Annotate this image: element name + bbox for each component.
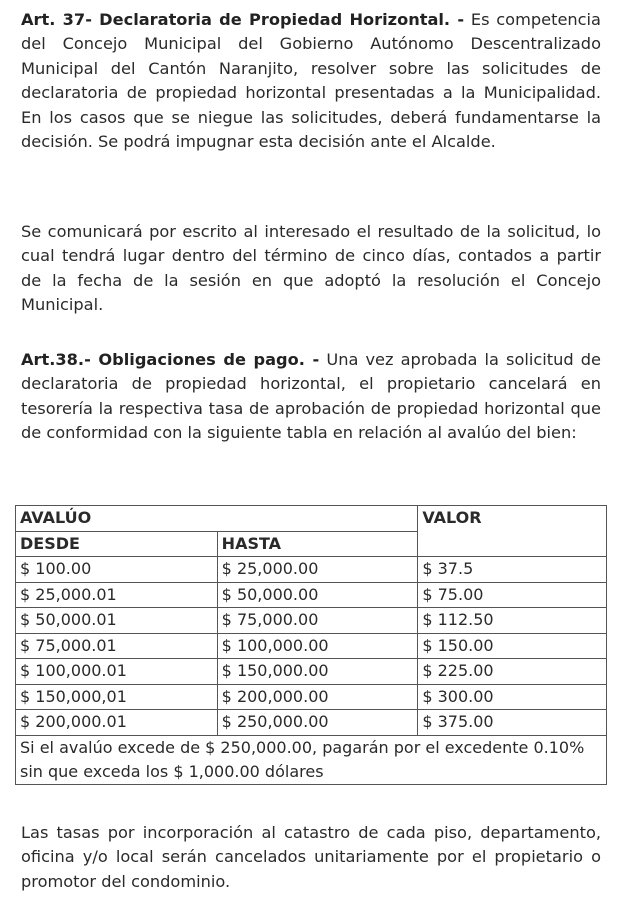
table-footer-row	[16, 735, 607, 784]
table-row	[16, 608, 607, 634]
cell-hasta: $ 50,000.00	[217, 582, 418, 608]
cell-valor: $ 75.00	[418, 582, 607, 608]
cell-hasta: $ 250,000.00	[217, 710, 418, 736]
cell-hasta: $ 200,000.00	[217, 684, 418, 710]
cell-hasta: $ 150,000.00	[217, 659, 418, 685]
cell-hasta: $ 25,000.00	[217, 557, 418, 583]
closing-paragraph	[21, 821, 601, 894]
cell-valor: $ 225.00	[418, 659, 607, 685]
cell-desde: $ 100,000.01	[16, 659, 218, 685]
tasas-table	[15, 505, 607, 785]
table-row	[16, 557, 607, 583]
cell-desde: $ 50,000.01	[16, 608, 218, 634]
cell-desde: $ 100.00	[16, 557, 218, 583]
table-row	[16, 710, 607, 736]
cell-desde: $ 200,000.01	[16, 710, 218, 736]
comunicacion-body: Se comunicará por escrito al interesado el resultado de la solicitud, lo cual tendrá lugar dentro del término de cinco días, contados a partir de la fecha de la sesión en que adoptó la resolución el Concejo Municipal.	[21, 222, 601, 315]
table-footer-note: Si el avalúo excede de $ 250,000.00, pagarán por el excedente 0.10% sin que exceda los $ 1,000.00 dólares	[16, 735, 607, 784]
table-row	[16, 582, 607, 608]
art38-heading: Art.38.- Obligaciones de pago. -	[21, 350, 320, 369]
cell-valor: $ 375.00	[418, 710, 607, 736]
art38-paragraph	[21, 348, 601, 446]
table-row	[16, 659, 607, 685]
comunicacion-paragraph	[21, 220, 601, 318]
cell-desde: $ 150,000,01	[16, 684, 218, 710]
art37-heading: Art. 37- Declaratoria de Propiedad Horizontal. -	[21, 10, 465, 29]
table-row	[16, 633, 607, 659]
cell-desde: $ 25,000.01	[16, 582, 218, 608]
header-hasta: HASTA	[217, 531, 418, 557]
table-row	[16, 684, 607, 710]
header-desde: DESDE	[16, 531, 218, 557]
closing-body: Las tasas por incorporación al catastro de cada piso, departamento, oficina y/o local serán cancelados unitariamente por el propietario o promotor del condominio.	[21, 823, 601, 891]
cell-valor: $ 37.5	[418, 557, 607, 583]
cell-hasta: $ 100,000.00	[217, 633, 418, 659]
cell-valor: $ 112.50	[418, 608, 607, 634]
art37-paragraph	[21, 8, 601, 154]
table-header-row	[16, 506, 607, 532]
cell-desde: $ 75,000.01	[16, 633, 218, 659]
header-avaluo: AVALÚO	[16, 506, 418, 532]
cell-valor: $ 300.00	[418, 684, 607, 710]
art38-body: Una vez aprobada la solicitud de declaratoria de propiedad horizontal, el propietario cancelará en tesorería la respectiva tasa de aprobación de propiedad horizontal que de conformidad con la siguiente tabla en relación al avalúo del bien:	[21, 350, 602, 443]
cell-valor: $ 150.00	[418, 633, 607, 659]
art37-body: Es competencia del Concejo Municipal del Gobierno Autónomo Descentralizado Municipal del Cantón Naranjito, resolver sobre las solicitudes de declaratoria de propiedad horizontal presentadas a la Municipalidad. En los casos que se niegue las solicitudes, deberá fundamentarse la decisión. Se podrá impugnar esta decisión ante el Alcalde.	[21, 10, 601, 152]
cell-hasta: $ 75,000.00	[217, 608, 418, 634]
header-valor: VALOR	[418, 506, 607, 557]
